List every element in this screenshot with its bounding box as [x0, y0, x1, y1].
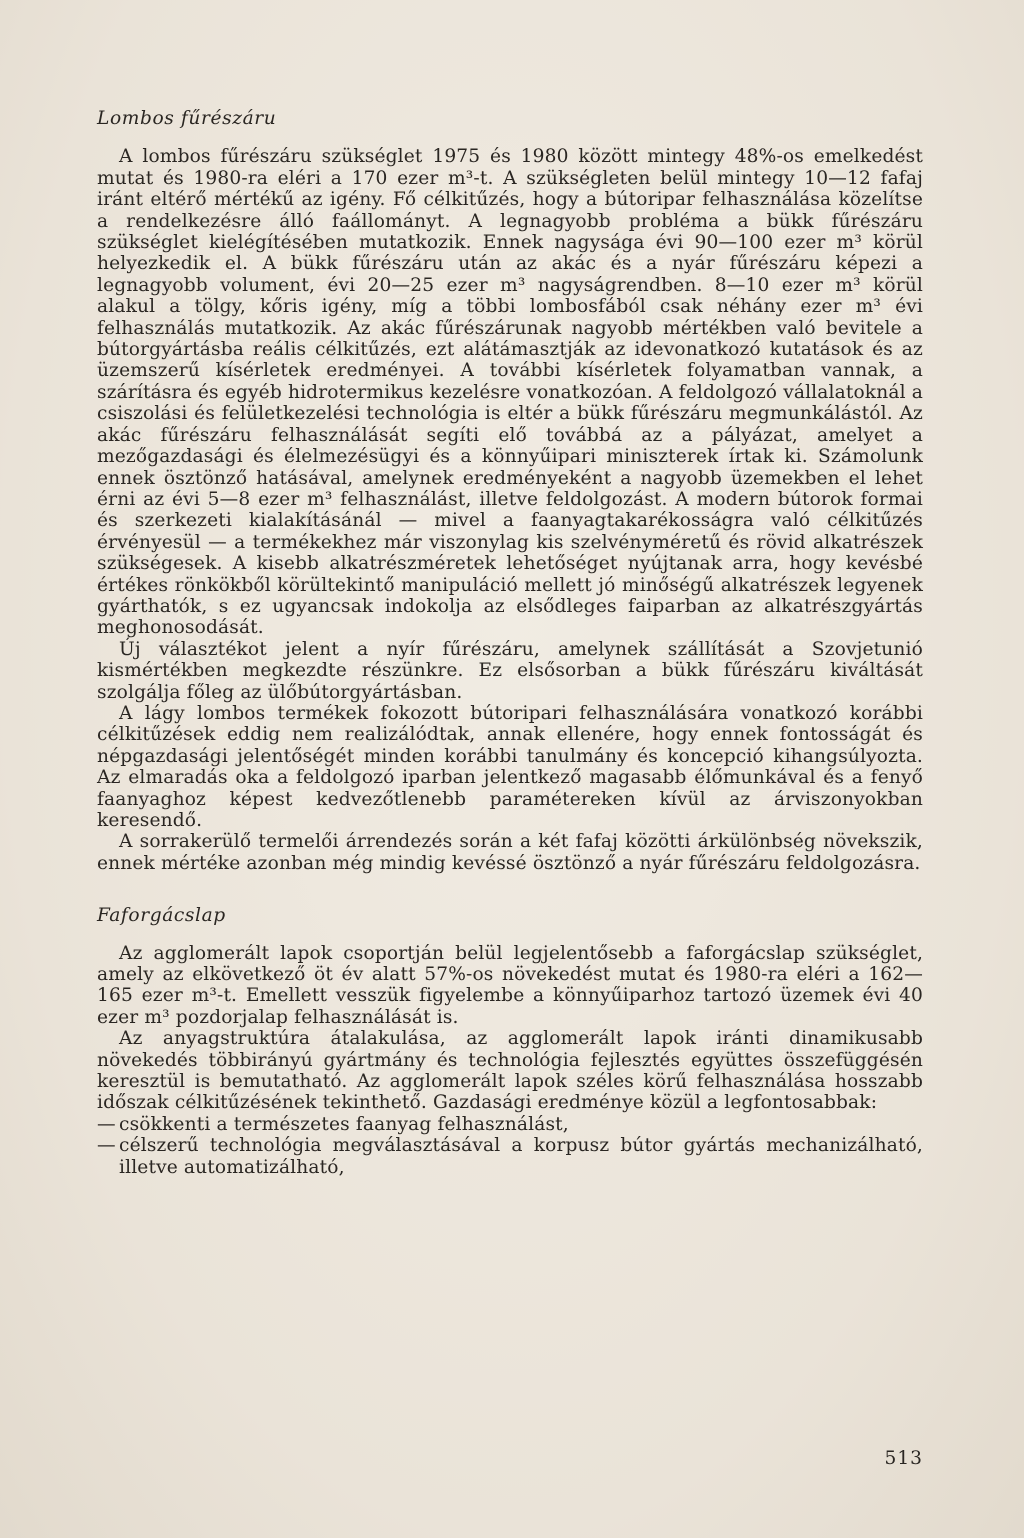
paragraph: A lombos fűrészáru szükséglet 1975 és 1980 között mintegy 48%-os emelkedést mutat és 1980-ra eléri a 170 ezer m³-t. A szükségleten belül mintegy 10—12 fafaj iránt eltérő mértékű az igény. Fő célkitűzés, hogy a bútoripar felhasználása közelítse a rendelkezésre álló faállományt. A legnagyobb probléma a bükk fűrészáru szükséglet kielégítésében mutatkozik. Ennek nagysága évi 90—100 ezer m³ körül helyezkedik el. A bükk fűrészáru után az akác és a nyár fűrészáru képezi a legnagyobb volument, évi 20—25 ezer m³ nagyságrendben. 8—10 ezer m³ körül alakul a tölgy, kőris igény, míg a többi lombosfából csak néhány ezer m³ évi felhasználás mutatkozik. Az akác fűrészárunak nagyobb mértékben való bevitele a bútorgyártásba reális célkitűzés, ezt alátámasztják az idevonatkozó kutatások és az üzemszerű kísérletek eredményei. A további kísérletek folyamatban vannak, a szárításra és egyéb hidrotermikus kezelésre vonatkozóan. A feldolgozó vállalatoknál a csiszolási és felületkezelési technológia is eltér a bükk fűrészáru megmunkálástól. Az akác fűrészáru felhasználását segíti elő továbbá az a pályázat, amelyet a mezőgazdasági és élelmezésügyi és a könnyűipari miniszterek írtak ki. Számolunk ennek ösztönző hatásával, amelynek eredményeként a nagyobb üzemekben el lehet érni az évi 5—8 ezer m³ felhasználást, illetve feldolgozást. A modern bútorok formai és szerkezeti kialakításánál — mivel a faanyagtakarékosságra való célkitűzés érvényesül — a termékekhez már viszonylag kis szelvényméretű és rövid alkatrészek szükségesek. A kisebb alkatrészméretek lehetőséget nyújtanak arra, hogy kevésbé értékes rönkökből körültekintő manipuláció mellett jó minőségű alkatrészek legyenek gyárthatók, s ez ugyancsak indokolja az elsődleges faiparban az alkatrészgyártás meghonosodását. [97, 146, 923, 639]
list-item-text: célszerű technológia megválasztásával a korpusz bútor gyártás mechanizálható, illetve automatizálható, [119, 1135, 923, 1178]
paragraph: A sorrakerülő termelői árrendezés során a két fafaj közötti árkülönbség növekszik, ennek mértéke azonban még mindig kevéssé ösztönző a nyár fűrészáru feldolgozásra. [97, 831, 923, 874]
paragraph: Az anyagstruktúra átalakulása, az agglomerált lapok iránti dinamikusabb növekedés többirányú gyártmány és technológia fejlesztés együttes összefüggésén keresztül is bemutatható. Az agglomerált lapok széles körű felhasználása hosszabb időszak célkitűzésének tekinthető. Gazdasági eredménye közül a legfontosabbak: [97, 1028, 923, 1114]
list-item-text: csökkenti a természetes faanyag felhasználást, [119, 1113, 569, 1135]
page-text-block [97, 108, 923, 1178]
paragraph: A lágy lombos termékek fokozott bútoripari felhasználására vonatkozó korábbi célkitűzések eddig nem realizálódtak, annak ellenére, hogy ennek fontosságát és népgazdasági jelentőségét minden korábbi tanulmány és koncepció kihangsúlyozta. Az elmaradás oka a feldolgozó iparban jelentkező magasabb élőmunkával és a fenyő faanyaghoz képest kedvezőtlenebb paramétereken kívül az árviszonyokban keresendő. [97, 702, 923, 831]
list-item [97, 1135, 923, 1178]
list-item [97, 1114, 923, 1135]
section-heading-lombos: Lombos fűrészáru [97, 108, 277, 129]
paragraph: Az agglomerált lapok csoportján belül legjelentősebb a faforgácslap szükséglet, amely az elkövetkező öt év alatt 57%-os növekedést mutat és 1980-ra eléri a 162—165 ezer m³-t. Emellett vesszük figyelembe a könnyűiparhoz tartozó üzemek évi 40 ezer m³ pozdorjalap felhasználását is. [97, 942, 923, 1028]
section-heading-faforgacslap: Faforgácslap [97, 905, 226, 927]
list-dash: — [97, 1113, 116, 1135]
paragraph: Új választékot jelent a nyír fűrészáru, amelynek szállítását a Szovjetunió kismértékben megkezdte részünkre. Ez elsősorban a bükk fűrészáru kiváltását szolgálja főleg az ülőbútorgyártásban. [97, 638, 923, 703]
page-number: 513 [884, 1448, 923, 1469]
list-dash: — [97, 1135, 116, 1157]
